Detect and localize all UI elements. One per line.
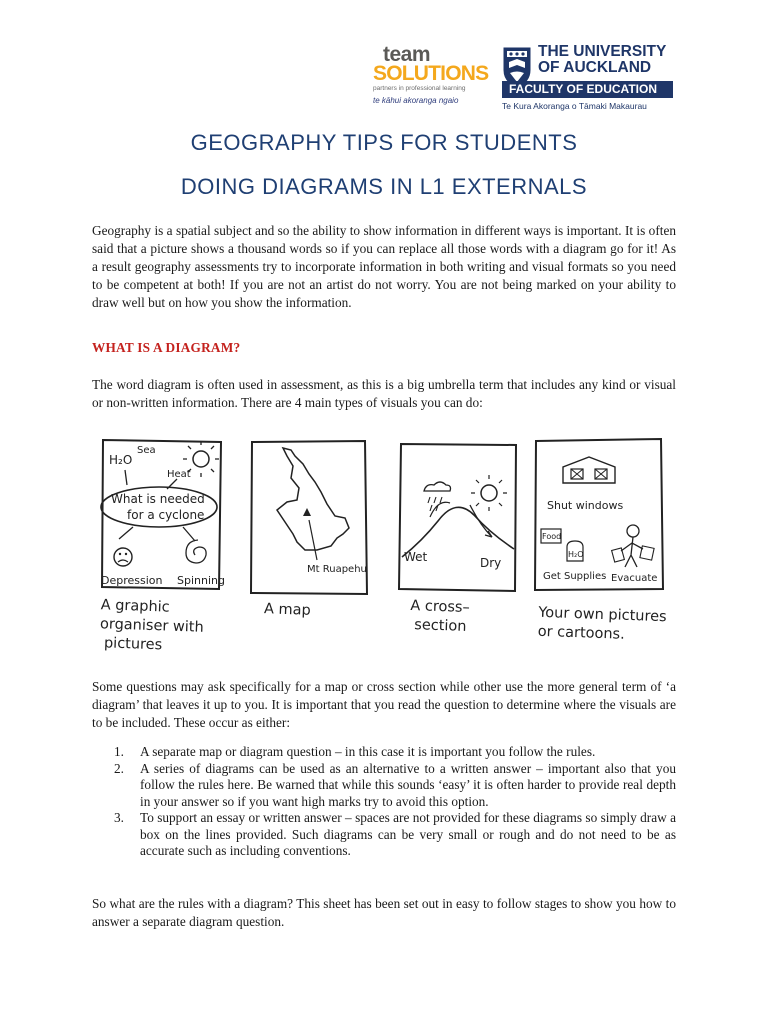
question-types-paragraph: Some questions may ask specifically for a map or cross section while other use the more general term of ‘a diagram’ that leaves it up to you. It is important that you read the question to determine where the visuals are to be included. These occur as either: [92,679,676,730]
list-item [92,810,676,860]
university-maori-name: Te Kura Akoranga o Tāmaki Makaurau [502,101,647,111]
organiser-sea-label: Sea [137,445,156,456]
caption-cross-section-line1: A cross– [410,597,470,617]
cross-dry-label: Dry [480,556,502,570]
spiral-icon [186,540,206,563]
numbered-list [92,744,676,860]
graphic-organiser-sketch [97,437,227,597]
caption-cartoons-line2: or cartoons. [537,623,625,643]
list-item-number: 3. [114,810,124,825]
cartoon-supplies-label: Get Supplies [543,571,607,582]
map-label: Mt Ruapehu [307,564,367,575]
cartoon-shut-windows-label: Shut windows [547,499,624,512]
caption-cross-section [409,597,470,637]
list-item [92,761,676,811]
faculty-banner: FACULTY OF EDUCATION [502,81,673,98]
list-item [92,744,676,761]
intro-paragraph: Geography is a spatial subject and so the ability to show information in different ways is important. It is often said that a picture shows a thousand words so if you can replace all those words with a diagram go for it! As a result geography assessments try to incorporate information in both writing and visual formats so you need to be competent at both! If you are not an artist do not worry. You are not being marked on your ability to draw well but on how you show the information. [92,223,676,310]
organiser-bubble-line1: What is needed [111,492,205,506]
page-title-line2: DOING DIAGRAMS IN L1 EXTERNALS [180,174,588,199]
list-item-text: A separate map or diagram question – in this case it is important you follow the rules. [140,744,596,759]
cartoon-food-label: Food [542,532,562,541]
university-logo [502,44,682,114]
organiser-spinning-label: Spinning [177,574,225,587]
caption-map: A map [263,601,312,619]
cross-wet-label: Wet [404,550,428,564]
organiser-h2o-label: H₂O [109,453,133,467]
closing-paragraph: So what are the rules with a diagram? This sheet has been set out in easy to follow stages to show you how to answer a separate diagram question. [92,896,676,929]
organiser-bubble-line2: for a cyclone [127,508,205,522]
team-solutions-maori: te kāhui akoranga ngaio [373,96,459,105]
university-name-line1: THE UNIVERSITY [538,43,667,60]
list-item-text: To support an essay or written answer – spaces are not provided for these diagrams so simply draw a box on the lines provided. Such diagrams can be very small or rough and do not need to be as accurate such as including conventions. [140,810,676,858]
diagram-definition-paragraph: The word diagram is often used in assessment, as this is a big umbrella term that includes any kind or visual or non-written information. There are 4 main types of visuals you can do: [92,377,676,410]
cartoon-evacuate-label: Evacuate [611,573,658,584]
caption-cartoons-line1: Your own pictures [538,604,667,626]
section-heading: WHAT IS A DIAGRAM? [92,340,241,355]
list-item-number: 2. [114,760,124,776]
sun-icon [471,475,507,511]
caption-graphic-organiser [99,596,205,657]
list-item-number: 1. [114,744,124,759]
organiser-depression-label: Depression [101,574,163,587]
sun-icon [183,441,219,477]
sad-face-icon [114,548,132,566]
list-item-text: A series of diagrams can be used as an alternative to a written answer – important also that you follow the rules here. Be warned that while this sounds ‘easy’ it is often harder to provide real depth in your answer so if you want high marks try to avoid this option. [140,760,676,809]
page-title-line1: GEOGRAPHY TIPS FOR STUDENTS [190,130,578,155]
university-name [538,44,666,76]
team-solutions-tagline: partners in professional learning [373,85,466,92]
team-solutions-word-solutions: SOLUTIONS [373,62,489,85]
caption-graphic-organiser-line1: A graphic [100,597,170,616]
team-solutions-word-team: team [383,43,431,66]
cartoon-h2o-label: H₂O [568,550,584,559]
organiser-heat-label: Heat [167,469,191,480]
cross-section-sketch [396,441,520,593]
map-sketch [247,438,371,598]
team-solutions-logo [371,44,491,116]
university-name-line2: OF AUCKLAND [538,59,652,76]
cartoon-sketch [533,437,667,593]
caption-graphic-organiser-line3: pictures [99,635,163,654]
house-icon [563,457,615,483]
caption-cross-section-line2: section [409,616,467,635]
caption-graphic-organiser-line2: organiser with [99,616,204,636]
island-outline [277,448,349,550]
volcano-icon [303,508,311,516]
person-icon [612,525,654,567]
caption-cartoons [537,604,667,646]
